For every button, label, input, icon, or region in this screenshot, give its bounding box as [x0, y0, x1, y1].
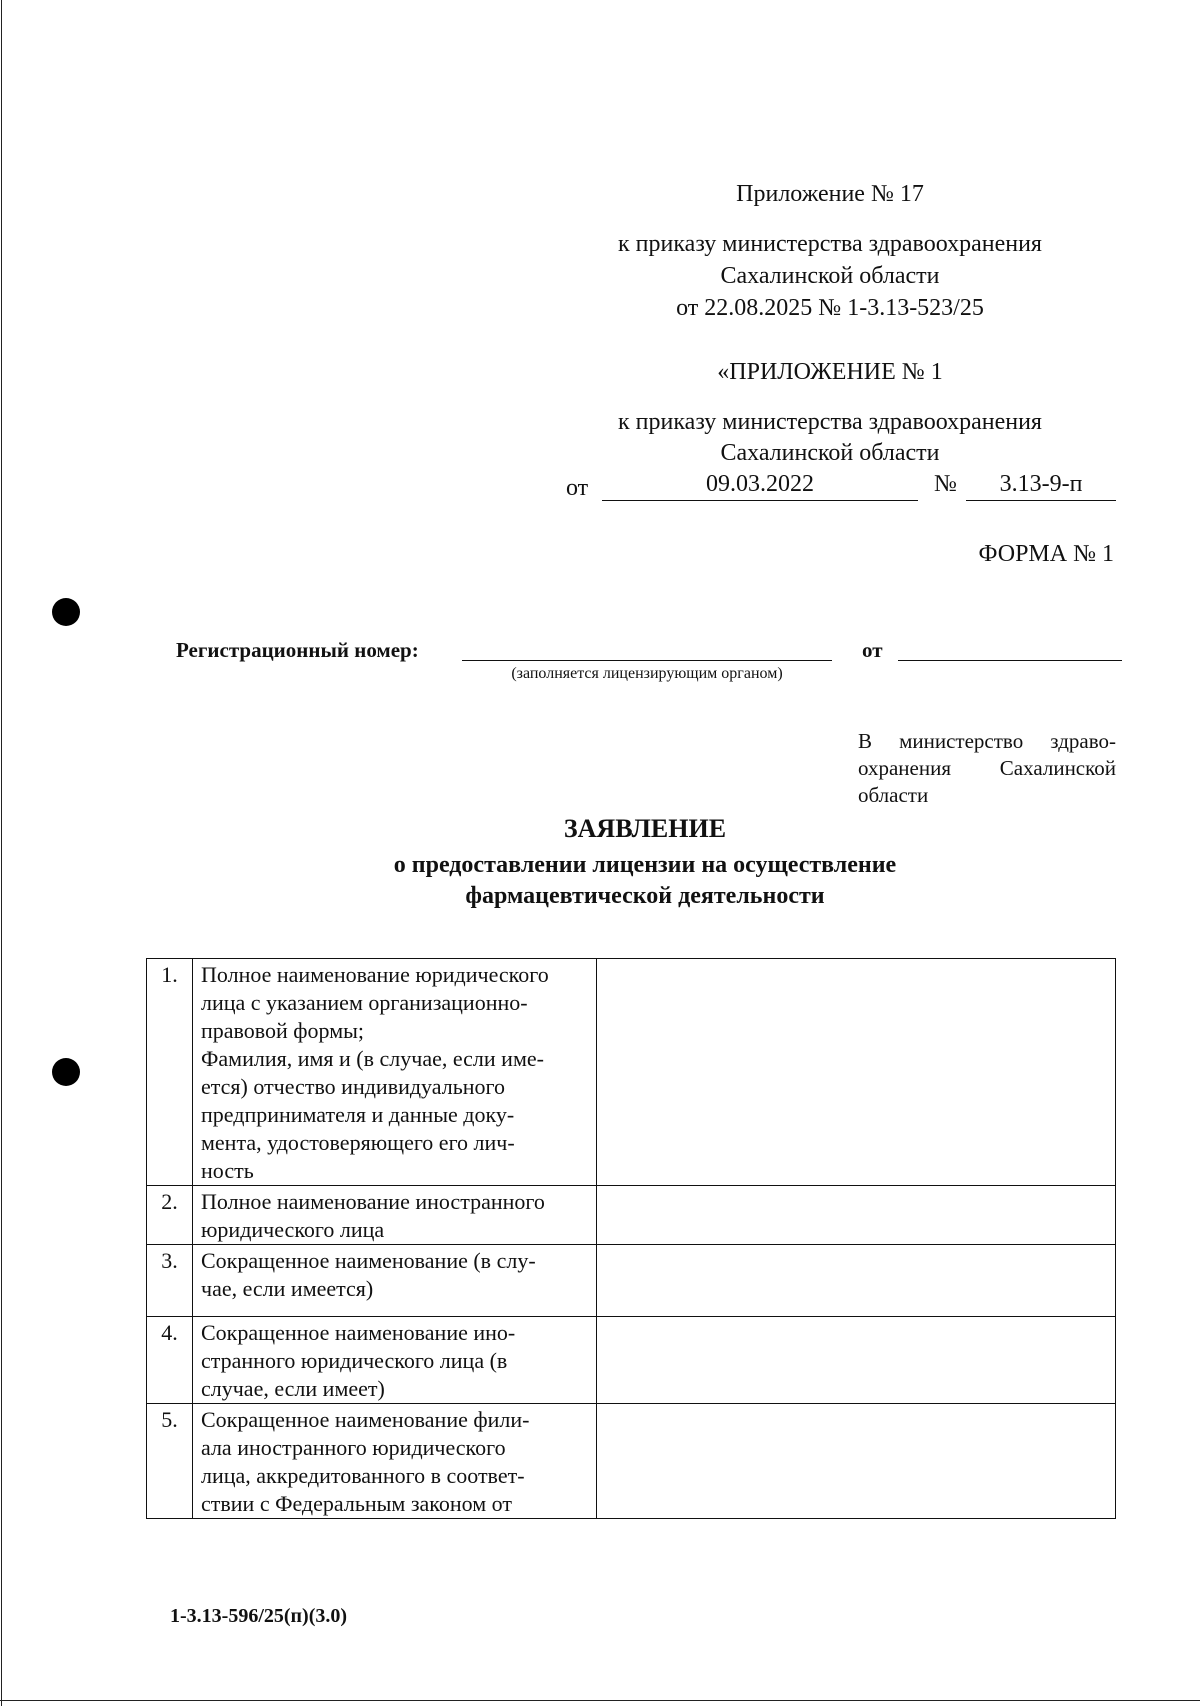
row-value-field[interactable] — [597, 959, 1116, 1186]
registration-hint: (заполняется лицензирующим органом) — [511, 665, 783, 682]
application-table — [146, 958, 1116, 1519]
row-description: Сокращенное наименование ино- странного юридического лица (в случае, если имеет) — [193, 1317, 597, 1404]
row-value-field[interactable] — [597, 1186, 1116, 1245]
punch-hole-top — [52, 598, 80, 626]
statement-subtitle-2: фармацевтической деятельности — [465, 883, 825, 909]
row-description: Полное наименование юридического лица с указанием организационно- правовой формы; Фамилия, имя и (в случае, если име- ется) отчество индивидуального предпринимателя и данные доку- мента, удостоверяющего его лич- ность — [193, 959, 597, 1186]
row-value-field[interactable] — [597, 1404, 1116, 1519]
orig-appendix-title: «ПРИЛОЖЕНИЕ № 1 — [717, 359, 943, 385]
row-description: Сокращенное наименование фили- ала иностранного юридического лица, аккредитованного в соответ- ствии с Федеральным законом от — [193, 1404, 597, 1519]
orig-date-underline — [602, 500, 918, 501]
addressee-line-2: охранения Сахалинской — [858, 756, 1116, 780]
table-row — [147, 1404, 1116, 1519]
order-line-3: от 22.08.2025 № 1-3.13-523/25 — [676, 295, 984, 321]
order-line-1: к приказу министерства здравоохранения — [618, 231, 1042, 257]
punch-hole-bottom — [52, 1058, 80, 1086]
registration-label: Регистрационный номер: — [176, 638, 419, 662]
row-number: 3. — [147, 1245, 193, 1317]
table-row — [147, 959, 1116, 1186]
orig-number-prefix: № — [934, 471, 957, 497]
table-row — [147, 1317, 1116, 1404]
row-description: Сокращенное наименование (в слу- чае, если имеется) — [193, 1245, 597, 1317]
document-code: 1-3.13-596/25(п)(3.0) — [170, 1605, 348, 1627]
orig-number: 3.13-9-п — [999, 471, 1083, 497]
row-value-field[interactable] — [597, 1317, 1116, 1404]
appendix-title: Приложение № 17 — [736, 181, 924, 207]
registration-date-field — [898, 660, 1122, 661]
registration-date-label: от — [862, 638, 883, 662]
row-number: 4. — [147, 1317, 193, 1404]
row-number: 2. — [147, 1186, 193, 1245]
order-line-2: Сахалинской области — [720, 263, 940, 289]
row-number: 1. — [147, 959, 193, 1186]
statement-title: ЗАЯВЛЕНИЕ — [563, 814, 727, 843]
table-row — [147, 1186, 1116, 1245]
scan-edge-bottom — [0, 1700, 1200, 1701]
orig-number-underline — [966, 500, 1116, 501]
table-row — [147, 1245, 1116, 1317]
orig-order-line-1: к приказу министерства здравоохранения — [618, 409, 1042, 435]
orig-date-prefix: от — [566, 475, 589, 501]
addressee-line-1: В министерство здраво- — [858, 729, 1116, 753]
addressee-line-3: области — [858, 783, 929, 807]
orig-order-line-2: Сахалинской области — [720, 440, 940, 466]
row-number: 5. — [147, 1404, 193, 1519]
form-label: ФОРМА № 1 — [978, 541, 1114, 567]
registration-number-field — [462, 660, 832, 661]
addressee — [858, 728, 1116, 809]
statement-subtitle-1: о предоставлении лицензии на осуществление — [393, 852, 897, 878]
scan-edge-left — [1, 0, 2, 1706]
row-description: Полное наименование иностранного юридического лица — [193, 1186, 597, 1245]
orig-date: 09.03.2022 — [706, 471, 814, 497]
row-value-field[interactable] — [597, 1245, 1116, 1317]
